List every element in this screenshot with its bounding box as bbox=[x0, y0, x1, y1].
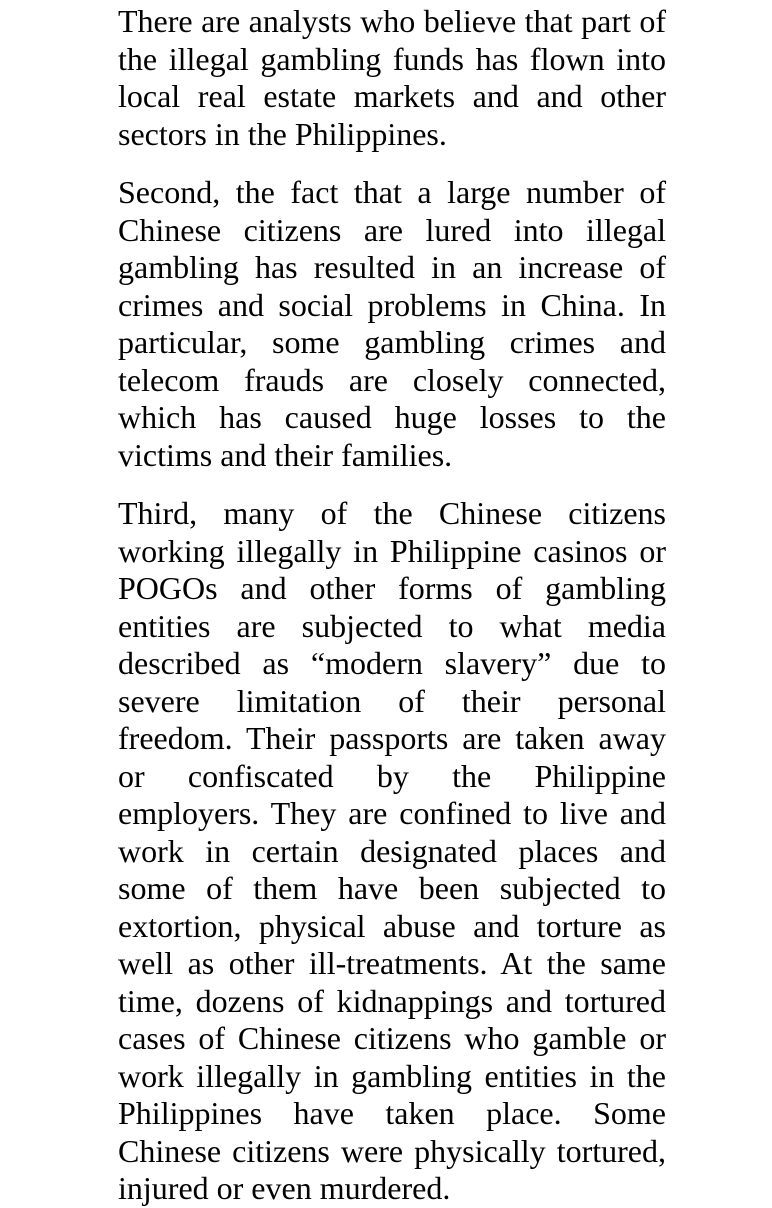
text-line: sectors in the Philippines. bbox=[118, 115, 447, 152]
text-line: severe limitation of their personal bbox=[118, 682, 666, 719]
document-body bbox=[118, 3, 666, 1208]
text-line: telecom frauds are closely connected, bbox=[118, 361, 666, 398]
text-line: particular, some gambling crimes and bbox=[118, 324, 666, 360]
text-line: well as other ill-treatments. At the same bbox=[118, 945, 666, 981]
text-line: Chinese citizens are lured into illegal bbox=[118, 211, 666, 248]
text-line: local real estate markets and and other bbox=[118, 78, 666, 114]
text-line: Second, the fact that a large number of bbox=[118, 174, 666, 210]
text-line: gambling has resulted in an increase of bbox=[118, 249, 666, 285]
text-line: Third, many of the Chinese citizens bbox=[118, 495, 666, 531]
text-line: time, dozens of kidnappings and tortured bbox=[118, 982, 666, 1019]
text-line: POGOs and other forms of gambling bbox=[118, 570, 666, 606]
text-line: victims and their families. bbox=[118, 436, 453, 473]
text-line: injured or even murdered. bbox=[118, 1170, 451, 1206]
text-line: working illegally in Philippine casinos or bbox=[118, 532, 666, 569]
text-line: work illegally in gambling entities in the bbox=[118, 1057, 666, 1094]
text-line: Chinese citizens were physically tortured, bbox=[118, 1132, 666, 1169]
text-line: Philippines have taken place. Some bbox=[118, 1095, 666, 1131]
document-page bbox=[118, 3, 666, 1208]
text-line: cases of Chinese citizens who gamble or bbox=[118, 1020, 666, 1056]
text-line: crimes and social problems in China. In bbox=[118, 286, 666, 323]
paragraph-3 bbox=[118, 495, 666, 1208]
paragraph-2 bbox=[118, 174, 666, 474]
text-line: work in certain designated places and bbox=[118, 832, 666, 869]
text-line: There are analysts who believe that part of bbox=[118, 3, 666, 39]
paragraph-1 bbox=[118, 3, 666, 153]
text-line: described as “modern slavery” due to bbox=[118, 645, 666, 681]
text-line: which has caused huge losses to the bbox=[118, 399, 666, 435]
text-line: some of them have been subjected to bbox=[118, 870, 666, 906]
text-line: the illegal gambling funds has flown into bbox=[118, 40, 666, 77]
text-line: entities are subjected to what media bbox=[118, 607, 666, 644]
text-line: employers. They are confined to live and bbox=[118, 795, 666, 831]
text-line: freedom. Their passports are taken away bbox=[118, 720, 666, 756]
text-line: or confiscated by the Philippine bbox=[118, 757, 666, 794]
text-line: extortion, physical abuse and torture as bbox=[118, 907, 666, 944]
